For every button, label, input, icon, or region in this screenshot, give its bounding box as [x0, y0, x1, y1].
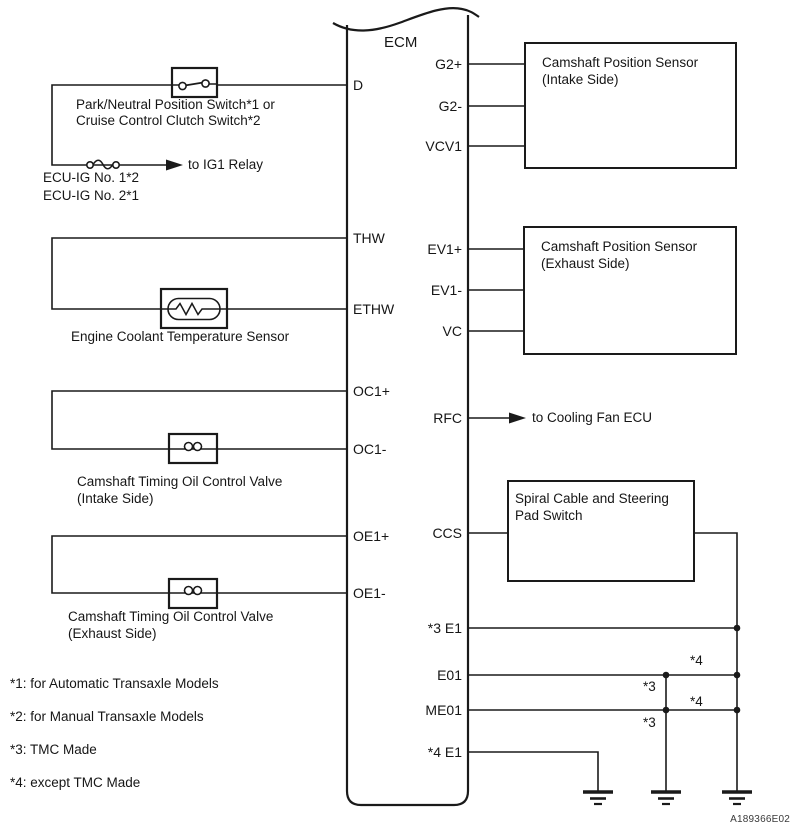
cam-position-sensor-intake-label-line2: (Intake Side): [542, 72, 619, 87]
ground-icon: [583, 792, 613, 804]
pin-label-e01: E01: [437, 667, 462, 683]
ecu-ig-fuse-label-line1: ECU-IG No. 1*2: [43, 170, 140, 185]
arrow-right-icon: [509, 413, 526, 424]
wire-tag-me01-junction: *3: [643, 715, 656, 730]
pin-label-ev1-plus: EV1+: [427, 241, 462, 257]
spiral-cable-label-line1: Spiral Cable and Steering: [515, 491, 669, 506]
pin-label-g2-minus: G2-: [438, 98, 462, 114]
pin-label-d: D: [353, 77, 364, 93]
spiral-cable-label-line2: Pad Switch: [515, 508, 583, 523]
arrow-right-icon: [166, 160, 183, 171]
footnote-1: *1: for Automatic Transaxle Models: [10, 676, 219, 691]
cam-position-sensor-exhaust-label-line1: Camshaft Position Sensor: [541, 239, 698, 254]
pin-label-e1-non-tmc: *4 E1: [427, 744, 462, 760]
ecm-label: ECM: [384, 34, 418, 51]
cam-position-sensor-intake-box: [524, 42, 737, 169]
oil-valve-intake-label-line1: Camshaft Timing Oil Control Valve: [77, 474, 283, 489]
pin-label-oe1-plus: OE1+: [353, 528, 390, 544]
wire-tag-e01-junction: *3: [643, 679, 656, 694]
wire-tag-e01-right: *4: [690, 653, 703, 668]
pin-label-oe1-minus: OE1-: [353, 585, 386, 601]
pin-label-me01: ME01: [425, 702, 462, 718]
fuse-icon: [87, 160, 119, 169]
oil-valve-exhaust-label-line1: Camshaft Timing Oil Control Valve: [68, 609, 274, 624]
pin-label-ev1-minus: EV1-: [430, 282, 462, 298]
ground-icon: [722, 792, 752, 804]
pin-label-vcv1: VCV1: [425, 138, 462, 154]
junction-dot: [734, 707, 741, 714]
coolant-temp-sensor-label: Engine Coolant Temperature Sensor: [71, 329, 290, 344]
pin-label-thw: THW: [353, 230, 385, 246]
junction-dot: [663, 707, 670, 714]
cooling-fan-ecu-destination-label: to Cooling Fan ECU: [532, 410, 653, 425]
pin-label-vc: VC: [442, 323, 462, 339]
park-neutral-switch-label-line2: Cruise Control Clutch Switch*2: [76, 113, 261, 128]
spiral-cable-box: [507, 480, 695, 582]
pin-label-g2-plus: G2+: [435, 56, 462, 72]
pin-label-ethw: ETHW: [353, 301, 395, 317]
pin-label-rfc: RFC: [433, 410, 462, 426]
footnote-4: *4: except TMC Made: [10, 775, 141, 790]
junction-dot: [663, 672, 670, 679]
ecu-ig-fuse-label-line2: ECU-IG No. 2*1: [43, 188, 140, 203]
wire-tag-me01-right: *4: [690, 694, 703, 709]
pin-label-e1-tmc: *3 E1: [427, 620, 462, 636]
pin-label-ccs: CCS: [432, 525, 462, 541]
footnote-2: *2: for Manual Transaxle Models: [10, 709, 204, 724]
junction-dot: [734, 672, 741, 679]
pin-label-oc1-minus: OC1-: [353, 441, 387, 457]
cam-position-sensor-exhaust-box: [523, 226, 737, 355]
oil-valve-intake-label-line2: (Intake Side): [77, 491, 154, 506]
resistor-icon: [161, 289, 227, 328]
ig1-relay-destination-label: to IG1 Relay: [188, 157, 264, 172]
footnote-3: *3: TMC Made: [10, 742, 97, 757]
pin-label-oc1-plus: OC1+: [353, 383, 390, 399]
ecm-break-squiggle-icon: [333, 8, 479, 30]
switch-icon: [172, 68, 217, 97]
figure-id: A189366E02: [730, 814, 790, 825]
cam-position-sensor-exhaust-label-line2: (Exhaust Side): [541, 256, 630, 271]
junction-dot: [734, 625, 741, 632]
oil-valve-exhaust-label-line2: (Exhaust Side): [68, 626, 157, 641]
cam-position-sensor-intake-label-line1: Camshaft Position Sensor: [542, 55, 699, 70]
ground-icon: [651, 792, 681, 804]
park-neutral-switch-label-line1: Park/Neutral Position Switch*1 or: [76, 97, 275, 112]
inductor-icon: [169, 579, 217, 608]
inductor-icon: [169, 434, 217, 463]
